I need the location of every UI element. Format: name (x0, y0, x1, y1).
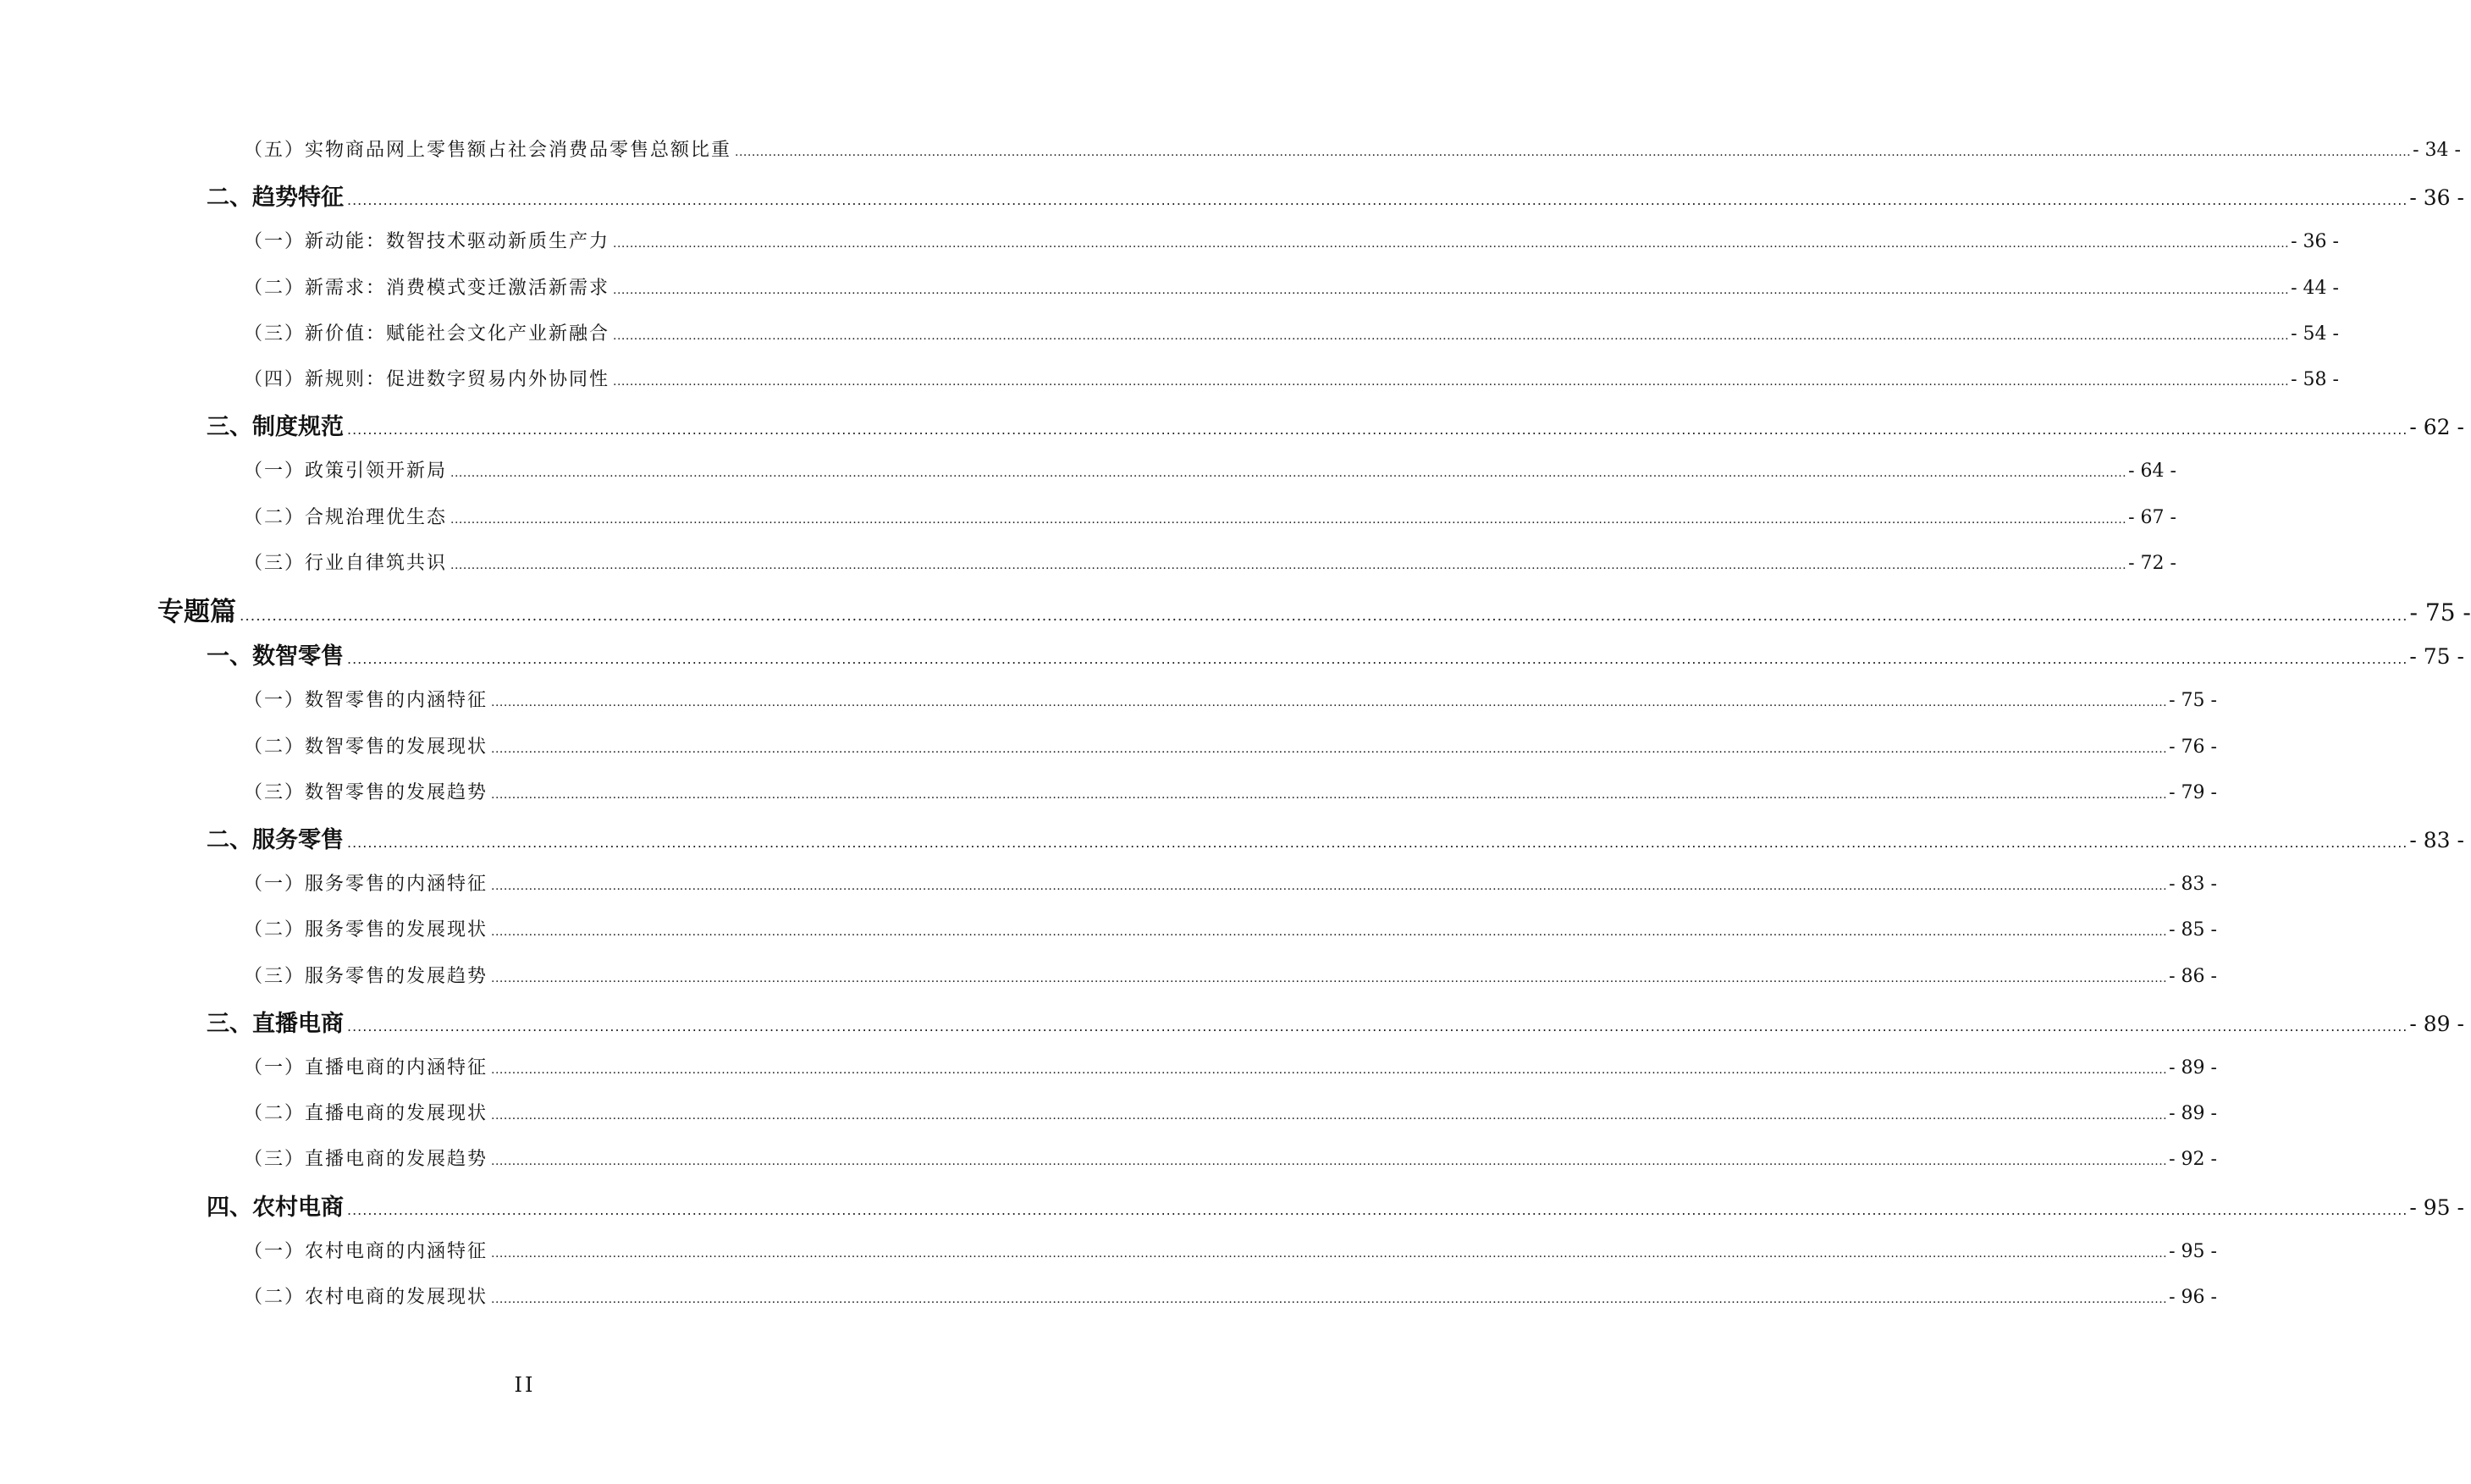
toc-entry-title: （四）新规则：促进数字贸易内外协同性 (244, 369, 610, 390)
toc-entry-page-number: - 83 - (2169, 874, 2217, 896)
toc-dot-leader: ................................................................................................................................................................................................................................................................................................................................................................................................................ (240, 607, 2408, 625)
toc-dot-leader: ................................................................................................................................................................................................................................................................................................................................................................................................................ (347, 835, 2408, 851)
toc-subsection-item[interactable] (244, 962, 2217, 988)
page-number-footer: II (514, 1373, 536, 1397)
toc-dot-leader: ................................................................................................................................................................................................................................................................................................................................................................................................................ (347, 1201, 2408, 1218)
toc-entry-page-number: - 85 - (2169, 919, 2217, 941)
toc-entry-page-number: - 34 - (2413, 140, 2461, 161)
toc-entry-page-number: - 75 - (2409, 598, 2471, 626)
toc-subsection-item[interactable] (244, 227, 2339, 253)
toc-entry-title: （二）合规治理优生态 (244, 506, 448, 528)
toc-entry-title: 三、直播电商 (207, 1010, 344, 1037)
toc-entry-title: （二）服务零售的发展现状 (244, 919, 488, 941)
toc-entry-page-number: - 36 - (2291, 231, 2339, 253)
toc-entry-page-number: - 36 - (2409, 185, 2464, 211)
toc-entry-title: （一）直播电商的内涵特征 (244, 1057, 488, 1079)
toc-subsection-item[interactable] (244, 1053, 2217, 1079)
toc-entry-page-number: - 92 - (2169, 1149, 2217, 1171)
toc-entry-page-number: - 76 - (2169, 736, 2217, 758)
toc-dot-leader: ................................................................................................................................................................................................................................................................................................................................................................................................................ (735, 146, 2412, 159)
toc-entry-title: （一）服务零售的内涵特征 (244, 874, 488, 896)
toc-dot-leader: ................................................................................................................................................................................................................................................................................................................................................................................................................ (450, 512, 2127, 527)
toc-entry-title: 三、制度规范 (207, 414, 344, 441)
toc-dot-leader: ................................................................................................................................................................................................................................................................................................................................................................................................................ (491, 880, 2168, 894)
toc-entry-title: （一）数智零售的内涵特征 (244, 690, 488, 712)
toc-dot-leader: ................................................................................................................................................................................................................................................................................................................................................................................................................ (491, 1246, 2168, 1261)
toc-subsection-item[interactable] (244, 319, 2339, 345)
toc-entry-title: （二）数智零售的发展现状 (244, 736, 488, 758)
toc-subsection-item[interactable] (244, 549, 2176, 575)
toc-section-heading[interactable] (207, 179, 2464, 212)
toc-subsection-item[interactable] (244, 135, 2461, 162)
toc-dot-leader: ................................................................................................................................................................................................................................................................................................................................................................................................................ (491, 925, 2168, 940)
toc-entry-title: （一）新动能：数智技术驱动新质生产力 (244, 231, 610, 253)
toc-entry-title: （一）政策引领开新局 (244, 461, 448, 483)
toc-dot-leader: ................................................................................................................................................................................................................................................................................................................................................................................................................ (613, 237, 2290, 251)
toc-section-heading[interactable] (207, 1189, 2464, 1222)
toc-subsection-item[interactable] (244, 915, 2217, 941)
toc-entry-page-number: - 96 - (2169, 1287, 2217, 1308)
toc-section-heading[interactable] (207, 1005, 2464, 1038)
toc-entry-title: （三）新价值：赋能社会文化产业新融合 (244, 323, 610, 345)
toc-entry-page-number: - 79 - (2169, 781, 2217, 803)
toc-part-heading[interactable] (157, 590, 2471, 628)
toc-entry-page-number: - 64 - (2128, 461, 2176, 483)
toc-section-heading[interactable] (207, 637, 2464, 670)
toc-subsection-item[interactable] (244, 1283, 2217, 1309)
toc-dot-leader: ................................................................................................................................................................................................................................................................................................................................................................................................................ (347, 1018, 2408, 1034)
toc-entry-title: （二）新需求：消费模式变迁激活新需求 (244, 277, 610, 299)
toc-entry-title: 四、农村电商 (207, 1194, 344, 1221)
toc-dot-leader: ................................................................................................................................................................................................................................................................................................................................................................................................................ (450, 466, 2127, 481)
toc-dot-leader: ................................................................................................................................................................................................................................................................................................................................................................................................................ (347, 651, 2408, 668)
toc-dot-leader: ................................................................................................................................................................................................................................................................................................................................................................................................................ (613, 375, 2290, 389)
toc-entry-title: （一）农村电商的内涵特征 (244, 1240, 488, 1262)
toc-entry-page-number: - 95 - (2409, 1194, 2464, 1220)
toc-entry-page-number: - 75 - (2169, 690, 2217, 712)
toc-dot-leader: ................................................................................................................................................................................................................................................................................................................................................................................................................ (613, 328, 2290, 343)
toc-subsection-item[interactable] (244, 1145, 2217, 1171)
toc-entry-page-number: - 95 - (2169, 1240, 2217, 1262)
toc-section-heading[interactable] (207, 408, 2464, 441)
toc-dot-leader: ................................................................................................................................................................................................................................................................................................................................................................................................................ (491, 971, 2168, 985)
toc-entry-page-number: - 86 - (2169, 965, 2217, 987)
toc-subsection-item[interactable] (244, 456, 2176, 483)
toc-entry-title: 二、服务零售 (207, 827, 344, 853)
toc-entry-page-number: - 72 - (2128, 552, 2176, 574)
toc-dot-leader: ................................................................................................................................................................................................................................................................................................................................................................................................................ (491, 1155, 2168, 1169)
toc-entry-page-number: - 54 - (2291, 323, 2339, 345)
toc-dot-leader: ................................................................................................................................................................................................................................................................................................................................................................................................................ (491, 696, 2168, 710)
toc-dot-leader: ................................................................................................................................................................................................................................................................................................................................................................................................................ (491, 742, 2168, 756)
toc-subsection-item[interactable] (244, 365, 2339, 391)
toc-subsection-item[interactable] (244, 778, 2217, 804)
toc-entry-page-number: - 89 - (2169, 1057, 2217, 1079)
toc-dot-leader: ................................................................................................................................................................................................................................................................................................................................................................................................................ (491, 1293, 2168, 1306)
toc-entry-page-number: - 44 - (2291, 277, 2339, 299)
toc-subsection-item[interactable] (244, 503, 2176, 529)
toc-entry-title: （三）数智零售的发展趋势 (244, 781, 488, 803)
toc-subsection-item[interactable] (244, 686, 2217, 712)
toc-dot-leader: ................................................................................................................................................................................................................................................................................................................................................................................................................ (491, 1109, 2168, 1123)
toc-dot-leader: ................................................................................................................................................................................................................................................................................................................................................................................................................ (613, 283, 2290, 297)
toc-entry-page-number: - 62 - (2409, 415, 2464, 440)
toc-entry-title: 一、数智零售 (207, 643, 344, 670)
toc-entry-title: 专题篇 (157, 596, 236, 627)
toc-subsection-item[interactable] (244, 273, 2339, 300)
toc-subsection-item[interactable] (244, 732, 2217, 759)
toc-dot-leader: ................................................................................................................................................................................................................................................................................................................................................................................................................ (347, 192, 2408, 209)
toc-subsection-item[interactable] (244, 1237, 2217, 1263)
toc-entry-title: （三）行业自律筑共识 (244, 552, 448, 574)
toc-entry-page-number: - 67 - (2128, 506, 2176, 528)
toc-dot-leader: ................................................................................................................................................................................................................................................................................................................................................................................................................ (491, 787, 2168, 802)
toc-entry-page-number: - 58 - (2291, 369, 2339, 390)
toc-entry-page-number: - 83 - (2409, 828, 2464, 852)
toc-dot-leader: ................................................................................................................................................................................................................................................................................................................................................................................................................ (347, 422, 2408, 439)
toc-subsection-item[interactable] (244, 1099, 2217, 1125)
toc-entry-title: 二、趋势特征 (207, 185, 344, 212)
toc-entry-title: （三）直播电商的发展趋势 (244, 1149, 488, 1171)
toc-entry-title: （五）实物商品网上零售额占社会消费品零售总额比重 (244, 140, 732, 161)
toc-entry-page-number: - 75 - (2409, 644, 2464, 670)
toc-dot-leader: ................................................................................................................................................................................................................................................................................................................................................................................................................ (450, 558, 2127, 572)
toc-section-heading[interactable] (207, 821, 2464, 854)
toc-entry-page-number: - 89 - (2409, 1011, 2464, 1036)
toc-entry-title: （三）服务零售的发展趋势 (244, 965, 488, 987)
toc-entry-title: （二）农村电商的发展现状 (244, 1287, 488, 1308)
toc-subsection-item[interactable] (244, 869, 2217, 896)
toc-entry-title: （二）直播电商的发展现状 (244, 1103, 488, 1125)
toc-entry-page-number: - 89 - (2169, 1103, 2217, 1125)
toc-dot-leader: ................................................................................................................................................................................................................................................................................................................................................................................................................ (491, 1063, 2168, 1077)
